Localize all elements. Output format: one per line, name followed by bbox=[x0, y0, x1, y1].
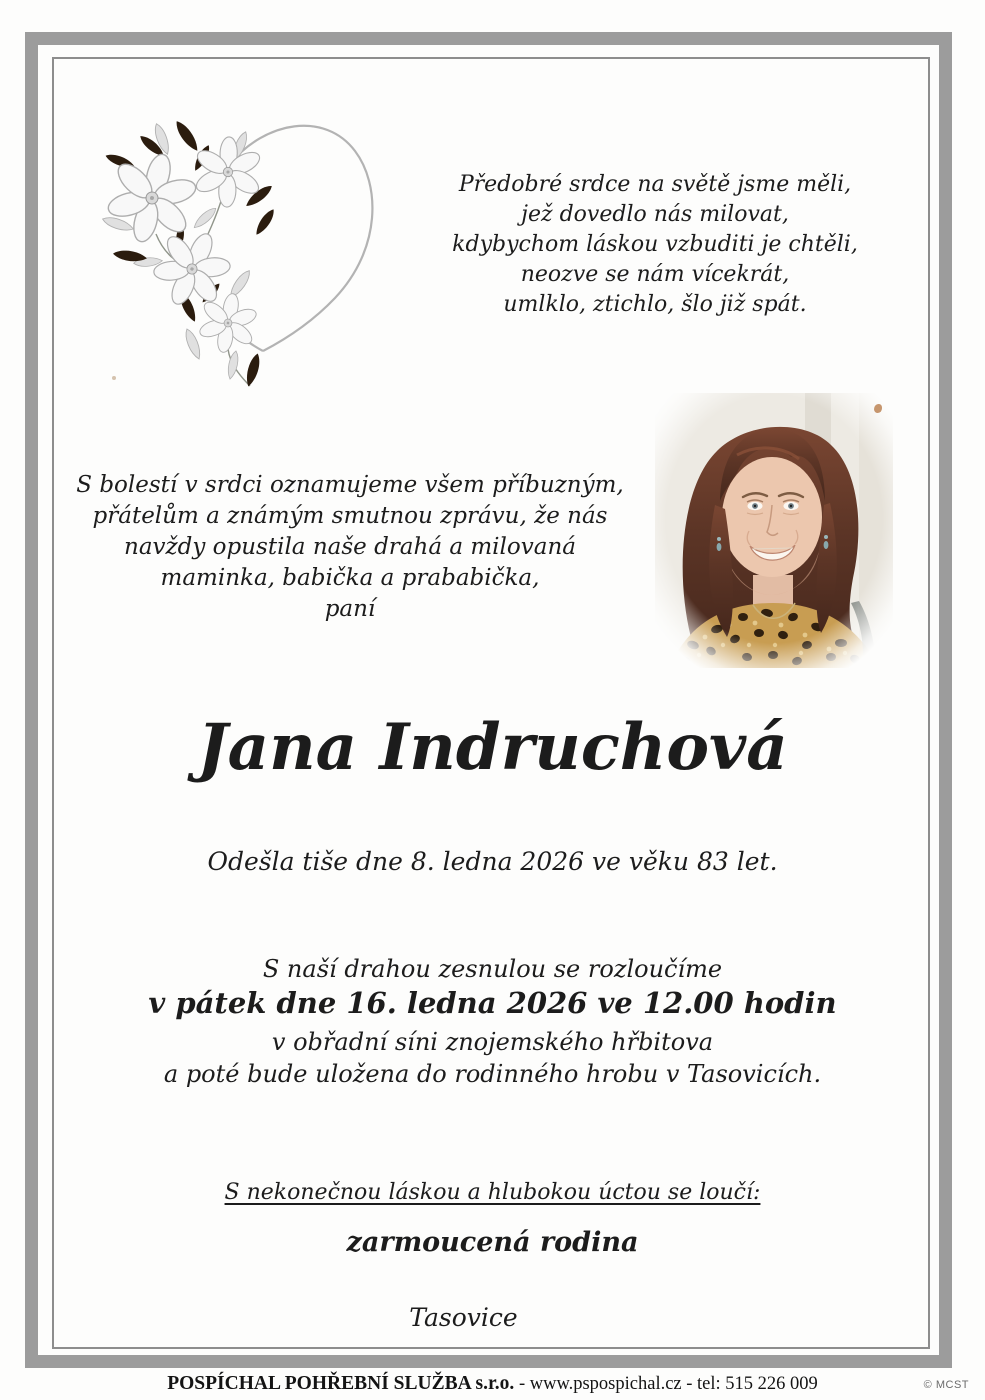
funeral-service-footer bbox=[0, 1373, 985, 1395]
poem-line: kdybychom láskou vzbuditi je chtěli, bbox=[452, 232, 858, 257]
ceremony-place-line: v obřadní síni znojemského hřbitova bbox=[271, 1028, 714, 1056]
ceremony-intro-line: S naší drahou zesnulou se rozloučíme bbox=[262, 955, 723, 983]
poem-line: umlklo, ztichlo, šlo již spát. bbox=[503, 292, 807, 317]
poem-line: jež dovedlo nás milovat, bbox=[521, 202, 789, 227]
funeral-company-name: POSPÍCHAL POHŘEBNÍ SLUŽBA s.r.o. bbox=[167, 1373, 515, 1394]
announcement-line: maminka, babička a prababička, bbox=[160, 565, 540, 591]
death-announcement-text bbox=[50, 470, 650, 625]
scan-artifact-speck bbox=[112, 376, 116, 380]
death-date-line: Odešla tiše dne 8. ledna 2026 ve věku 83 let. bbox=[207, 847, 778, 876]
deceased-name: Jana Indruchová bbox=[197, 710, 788, 785]
announcement-line: S bolestí v srdci oznamujeme všem příbuzným, bbox=[76, 472, 624, 498]
poem-line: neozve se nám vícekrát, bbox=[520, 262, 790, 287]
memorial-poem bbox=[415, 170, 895, 320]
ceremony-burial-line: a poté bude uložena do rodinného hrobu v Tasovicích. bbox=[163, 1060, 822, 1088]
farewell-heading bbox=[0, 1180, 985, 1205]
announcement-line: přátelům a známým smutnou zprávu, že nás bbox=[92, 503, 608, 529]
announcement-line: navždy opustila naše drahá a milovaná bbox=[124, 534, 576, 560]
funeral-company-contact: - www.pspospichal.cz - tel: 515 226 009 bbox=[514, 1374, 818, 1394]
ceremony-datetime-line: v pátek dne 16. ledna 2026 ve 12.00 hodin bbox=[148, 986, 837, 1020]
town-line: Tasovice bbox=[409, 1303, 518, 1332]
copyright-mark: © MCST bbox=[923, 1379, 969, 1391]
poem-line: Předobré srdce na světě jsme měli, bbox=[458, 172, 852, 197]
announcement-line: paní bbox=[324, 596, 376, 622]
farewell-heading-text: S nekonečnou láskou a hlubokou úctou se loučí: bbox=[224, 1180, 761, 1205]
deceased-portrait-photo bbox=[655, 393, 893, 668]
floral-heart-icon bbox=[90, 106, 395, 416]
mourners-line: zarmoucená rodina bbox=[346, 1227, 639, 1258]
